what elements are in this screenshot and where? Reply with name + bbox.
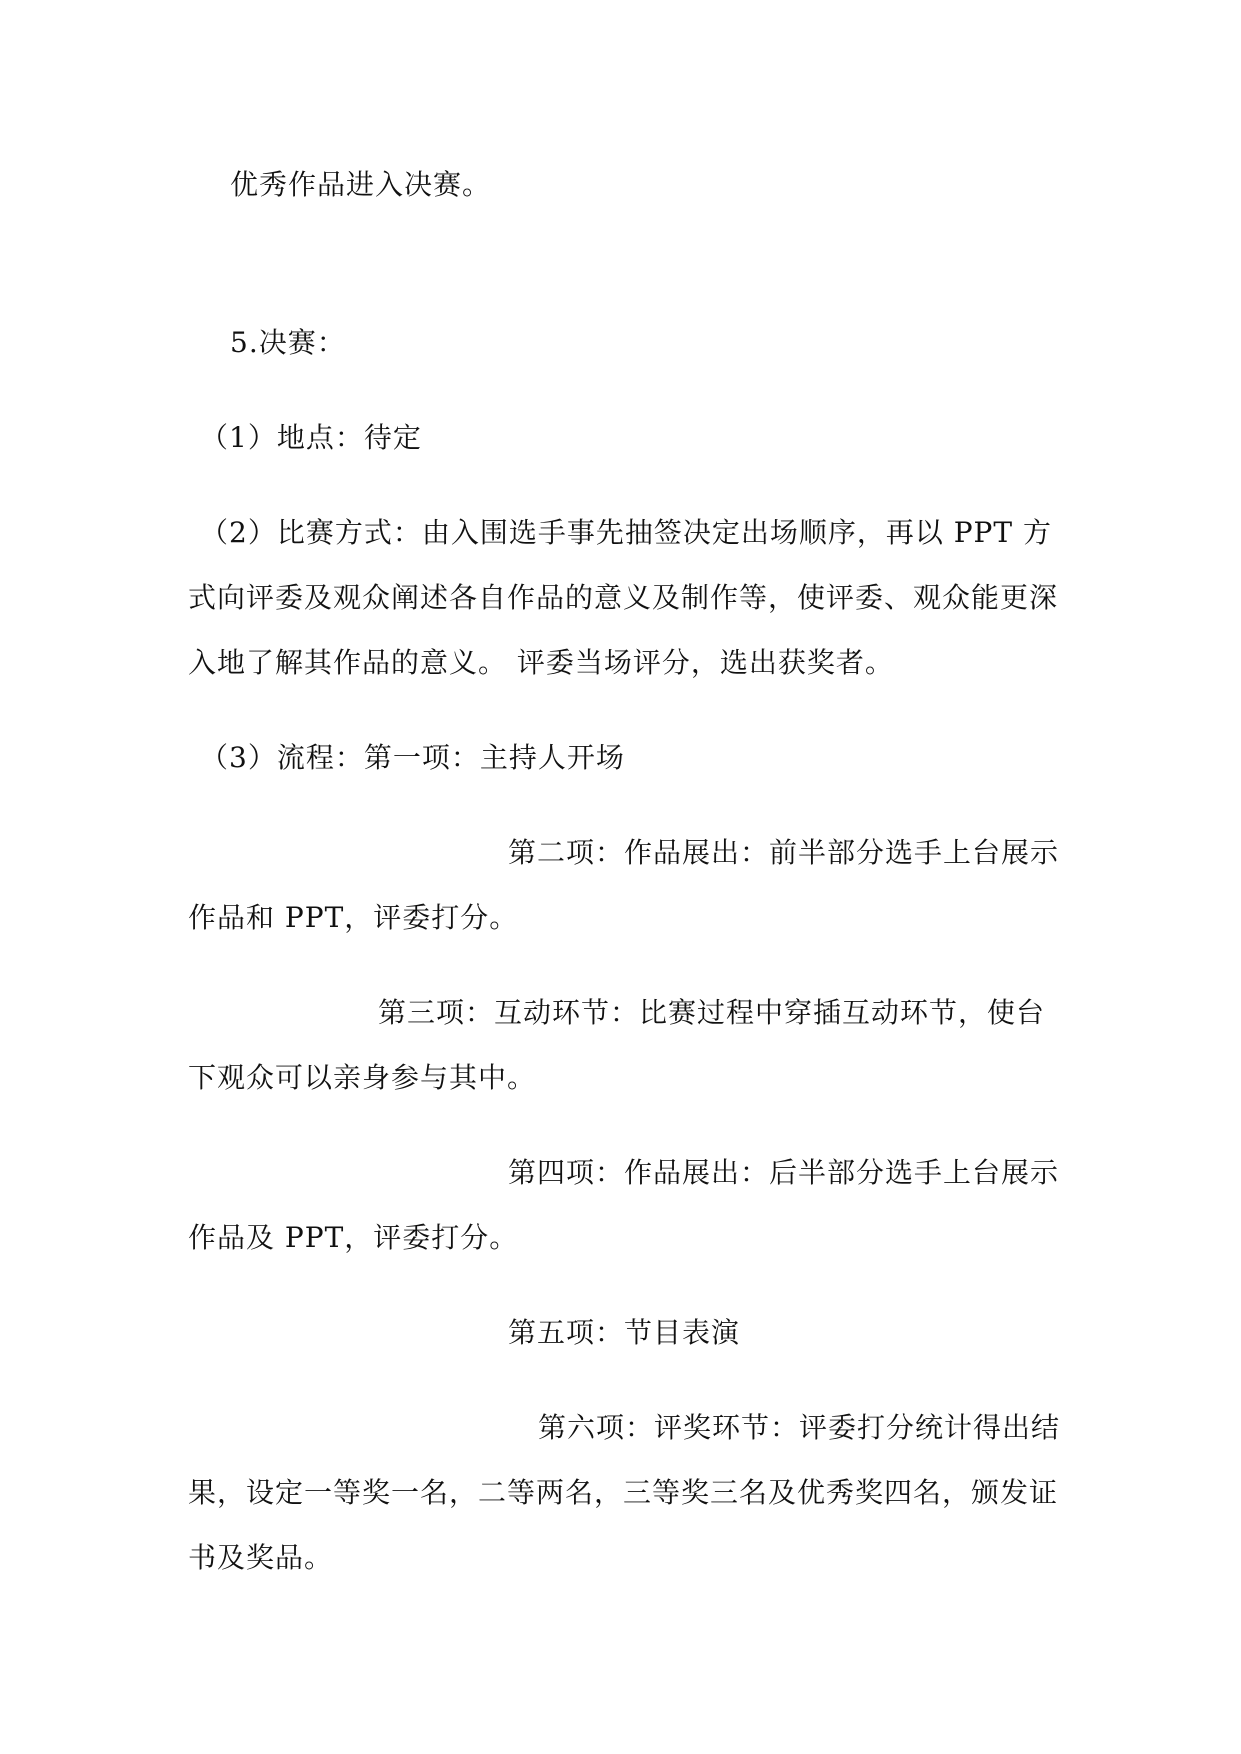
flow-step-5: 第五项：节目表演 bbox=[508, 1316, 741, 1349]
flow-item-step-1: （3）流程：第一项：主持人开场 bbox=[200, 741, 625, 774]
format-item-line-2: 式向评委及观众阐述各自作品的意义及制作等，使评委、观众能更深 bbox=[188, 581, 1059, 614]
flow-step-6-line-1: 第六项：评奖环节：评委打分统计得出结 bbox=[538, 1411, 1061, 1444]
flow-step-6-line-2: 果，设定一等奖一名，二等两名，三等奖三名及优秀奖四名，颁发证 bbox=[188, 1476, 1059, 1509]
final-round-heading: 5.决赛： bbox=[230, 326, 346, 359]
format-item-line-3: 入地了解其作品的意义。 评委当场评分，选出获奖者。 bbox=[188, 646, 894, 679]
flow-step-2-line-2: 作品和 PPT，评委打分。 bbox=[188, 901, 519, 934]
intro-tail-text: 优秀作品进入决赛。 bbox=[230, 168, 492, 201]
flow-step-4-line-1: 第四项：作品展出：后半部分选手上台展示 bbox=[508, 1156, 1060, 1189]
flow-step-4-line-2: 作品及 PPT，评委打分。 bbox=[188, 1221, 519, 1254]
location-item: （1）地点：待定 bbox=[200, 421, 422, 454]
format-item-line-1: （2）比赛方式：由入围选手事先抽签决定出场顺序，再以 PPT 方 bbox=[200, 516, 1052, 549]
flow-step-6-line-3: 书及奖品。 bbox=[188, 1541, 334, 1574]
flow-step-3-line-2: 下观众可以亲身参与其中。 bbox=[188, 1061, 537, 1094]
flow-step-3-line-1: 第三项：互动环节：比赛过程中穿插互动环节，使台 bbox=[378, 996, 1046, 1029]
flow-step-2-line-1: 第二项：作品展出：前半部分选手上台展示 bbox=[508, 836, 1060, 869]
